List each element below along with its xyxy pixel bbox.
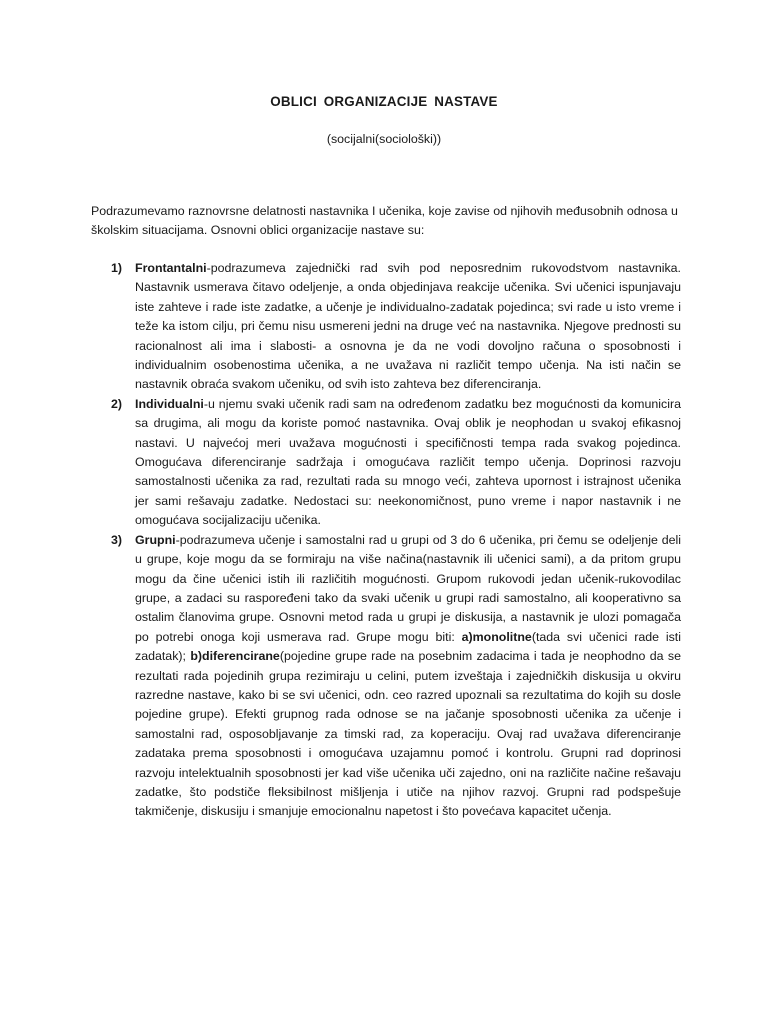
list-item-number: 3) bbox=[111, 532, 123, 547]
list-item-text: (tada svi učenici rade isti zadatak); bbox=[135, 629, 681, 664]
list-item-text: -podrazumeva zajednički rad svih pod neposrednim rukovodstvom nastavnika. Nastavnik usmerava čitavo odeljenje, a onda objedinjava reakcije učenika. Svi učenici ispunjavaju iste zahteve i rade iste zadatke, a učenje je individualno-zadatak pojedinca; svi rade u isto vreme i teže ka istom cilju, pri čemu nisu usmereni jedni na druge već na nastavnika. Njegove prednosti su racionalnost ali ima i slabosti- a osnovna je da ne vodi dovoljno računa o sposobnosti i individualnim osobenostima učenika, a ne uvažava ni različit tempo učenja. Na isti način se nastavnik obraća svakom učeniku, od svih isto zahteva bez diferenciranja. bbox=[135, 261, 681, 392]
list-item-text: (pojedine grupe rade na posebnim zadacima i tada je neophodno da se rezultati rada pojedinih grupa rezimiraju u celini, putem izveštaja i zajedničkih diskusija u okviru razredne nastave, kako bi se svi učenici, odn. ceo razred upoznali sa rezultatima do kojih su dosle pojedine grupe). Efekti grupnog rada odnose se na jačanje sposobnosti učenika za učenje i samostalni rad, osposobljavanje za timski rad, za koperaciju. Ovaj rad uvažava diferenciranje zadataka prema sposobnosti i omogućava uzajamnu pomoć i kontrolu. Grupni rad doprinosi razvoju intelektualnih sposobnosti jer kad više učenika uči zajedno, oni na različite načine rešavaju zadatke, što podstiče fleksibilnost mišljenja i utiče na njihov razvoj. Grupni rad podspešuje takmičenje, diskusiju i smanjuje emocionalnu napetost i što povećava kapacitet učenja. bbox=[135, 649, 681, 819]
list-item-individual bbox=[91, 395, 681, 531]
subtype-differentiated: b)diferencirane bbox=[190, 649, 280, 664]
list-item-text: -u njemu svaki učenik radi sam na određenom zadatku bez mogućnosti da komunicira sa drugima, ali mogu da koriste pomoć nastavnika. Ovaj oblik je neophodan u svakoj efikasnoj nastavi. U najvećoj meri uvažava mogućnosti i specifičnosti tempa rada svakog pojedinca. Omogućava diferenciranje sadržaja i omogućava različit tempo učenja. Doprinosi razvoju samostalnosti učenika za rad, rezultati rada su mnogo veći, zahteva upornost i istrajnost učenika jer sami rešavaju zadatke. Nedostaci su: neekonomičnost, puno vreme i napor nastavnik i ne omogućava socijalizaciju učenika. bbox=[135, 396, 681, 528]
list-item-term: Individualni bbox=[135, 396, 204, 411]
list-item-number: 1) bbox=[111, 261, 123, 275]
list-item-frontal bbox=[91, 259, 681, 395]
page-title: OBLICI ORGANIZACIJE NASTAVE bbox=[270, 94, 498, 109]
list-item-number: 2) bbox=[111, 396, 123, 411]
list-item-term: Grupni bbox=[135, 532, 176, 547]
intro-paragraph: Podrazumevamo raznovrsne delatnosti nastavnika I učenika, koje zavise od njihovih međusobnih odnosa u školskim situacijama. Osnovni oblici organizacije nastave su: bbox=[91, 204, 678, 238]
list-item-term: Frontantalni bbox=[135, 261, 207, 275]
page-subtitle: (socijalni(sociološki)) bbox=[326, 132, 442, 146]
subtype-monolithic: a)monolitne bbox=[461, 629, 532, 644]
list-item-text: -podrazumeva učenje i samostalni rad u grupi od 3 do 6 učenika, pri čemu se odeljenje deli u grupe, koje mogu da se formiraju na više načina(nastavnik ili učenici sami), a da pritom grupu mogu da čine učenici istih ili različitih mogućnosti. Grupom rukovodi jedan učenik-rukovodilac grupe, a zadaci su raspoređeni tako da svaki učenik u grupi radi samostalno, ali kooperativno sa ostalim članovima grupe. Osnovni metod rada u grupi je diskusija, a nastavnik je ulozi pomagača po potrebi onoga koji usmerava rad. Grupe mogu biti: bbox=[135, 532, 681, 644]
list-item-group bbox=[91, 531, 681, 822]
forms-list bbox=[91, 259, 681, 822]
